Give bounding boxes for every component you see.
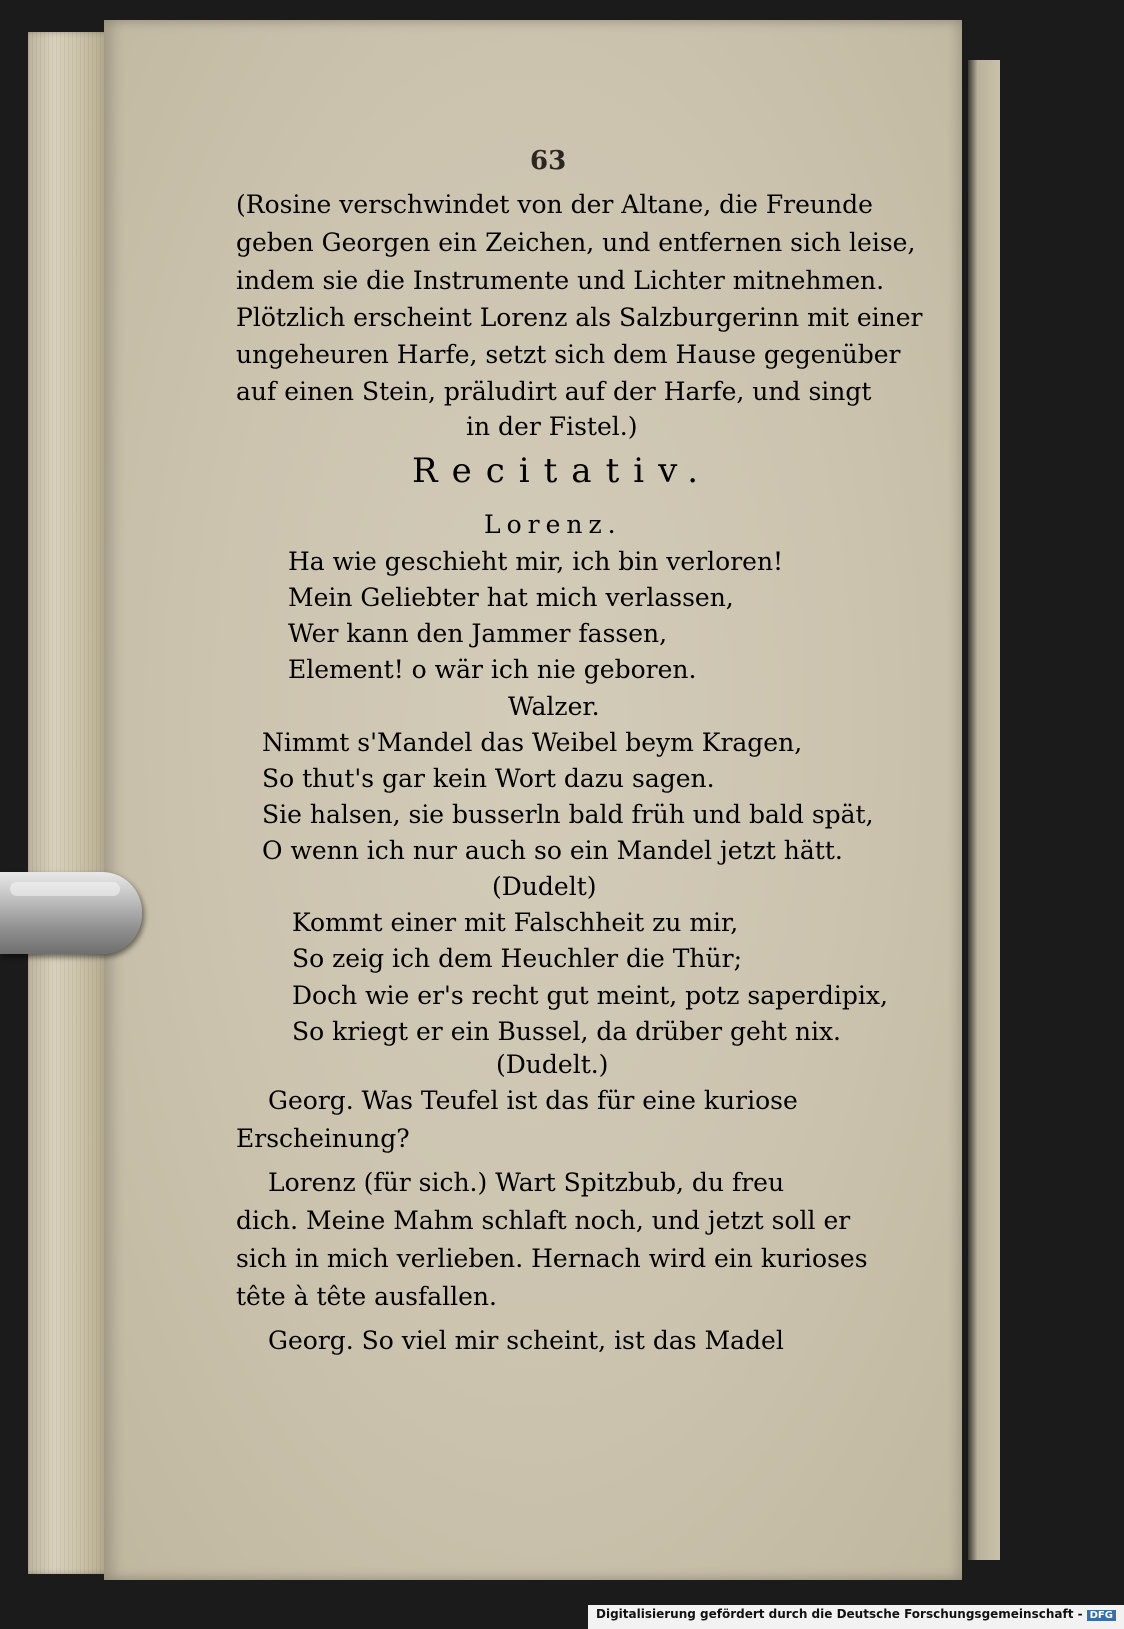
verse-line: Wer kann den Jammer fassen, (288, 619, 668, 648)
dialogue-line: Georg. So viel mir scheint, ist das Madel (268, 1326, 784, 1355)
dudelt-label: (Dudelt.) (496, 1050, 609, 1079)
dudelt-label: (Dudelt) (492, 872, 597, 901)
verse-line: O wenn ich nur auch so ein Mandel jetzt hätt. (262, 836, 843, 865)
verse-line: So thut's gar kein Wort dazu sagen. (262, 764, 715, 793)
verse-line: So zeig ich dem Heuchler die Thür; (292, 944, 743, 973)
dialogue-line: Lorenz (für sich.) Wart Spitzbub, du freu (268, 1168, 785, 1197)
verse-line: Mein Geliebter hat mich verlassen, (288, 583, 734, 612)
footer-text: Digitalisierung gefördert durch die Deutsche Forschungsgemeinschaft - (596, 1607, 1083, 1621)
dialogue-line: Georg. Was Teufel ist das für eine kuriose (268, 1086, 798, 1115)
page-number: 63 (530, 146, 567, 176)
page-stack-edge (28, 32, 112, 1574)
verse-line: Sie halsen, sie busserln bald früh und bald spät, (262, 800, 874, 829)
stage-direction-line: Plötzlich erscheint Lorenz als Salzburgerinn mit einer (236, 303, 923, 332)
stage-direction-line: (Rosine verschwindet von der Altane, die Freunde (236, 190, 873, 219)
page-clip (0, 872, 142, 954)
verse-line: Kommt einer mit Falschheit zu mir, (292, 908, 739, 937)
verse-line: Ha wie geschieht mir, ich bin verloren! (288, 547, 784, 576)
section-heading: Recitativ. (412, 451, 713, 491)
walzer-label: Walzer. (508, 692, 600, 721)
dialogue-line: sich in mich verlieben. Hernach wird ein kurioses (236, 1244, 868, 1273)
footer-credit (588, 1605, 1124, 1629)
speaker-name: Lorenz. (484, 510, 622, 539)
verse-line: So kriegt er ein Bussel, da drüber geht nix. (292, 1017, 841, 1046)
stage-direction-line: auf einen Stein, präludirt auf der Harfe, und singt (236, 377, 872, 406)
verse-line: Doch wie er's recht gut meint, potz saperdipix, (292, 981, 888, 1010)
verse-line: Element! o wär ich nie geboren. (288, 655, 697, 684)
dialogue-line: Erscheinung? (236, 1124, 410, 1153)
dfg-logo: DFG (1087, 1610, 1116, 1621)
stage-direction-line: indem sie die Instrumente und Lichter mitnehmen. (236, 266, 885, 295)
stage-direction-line: ungeheuren Harfe, setzt sich dem Hause gegenüber (236, 340, 901, 369)
stage-direction-line: geben Georgen ein Zeichen, und entfernen sich leise, (236, 228, 916, 257)
next-page-edge (968, 60, 1000, 1560)
dialogue-line: tête à tête ausfallen. (236, 1282, 497, 1311)
dialogue-line: dich. Meine Mahm schlaft noch, und jetzt soll er (236, 1206, 851, 1235)
verse-line: Nimmt s'Mandel das Weibel beym Kragen, (262, 728, 803, 757)
stage-direction-line: in der Fistel.) (466, 412, 638, 441)
